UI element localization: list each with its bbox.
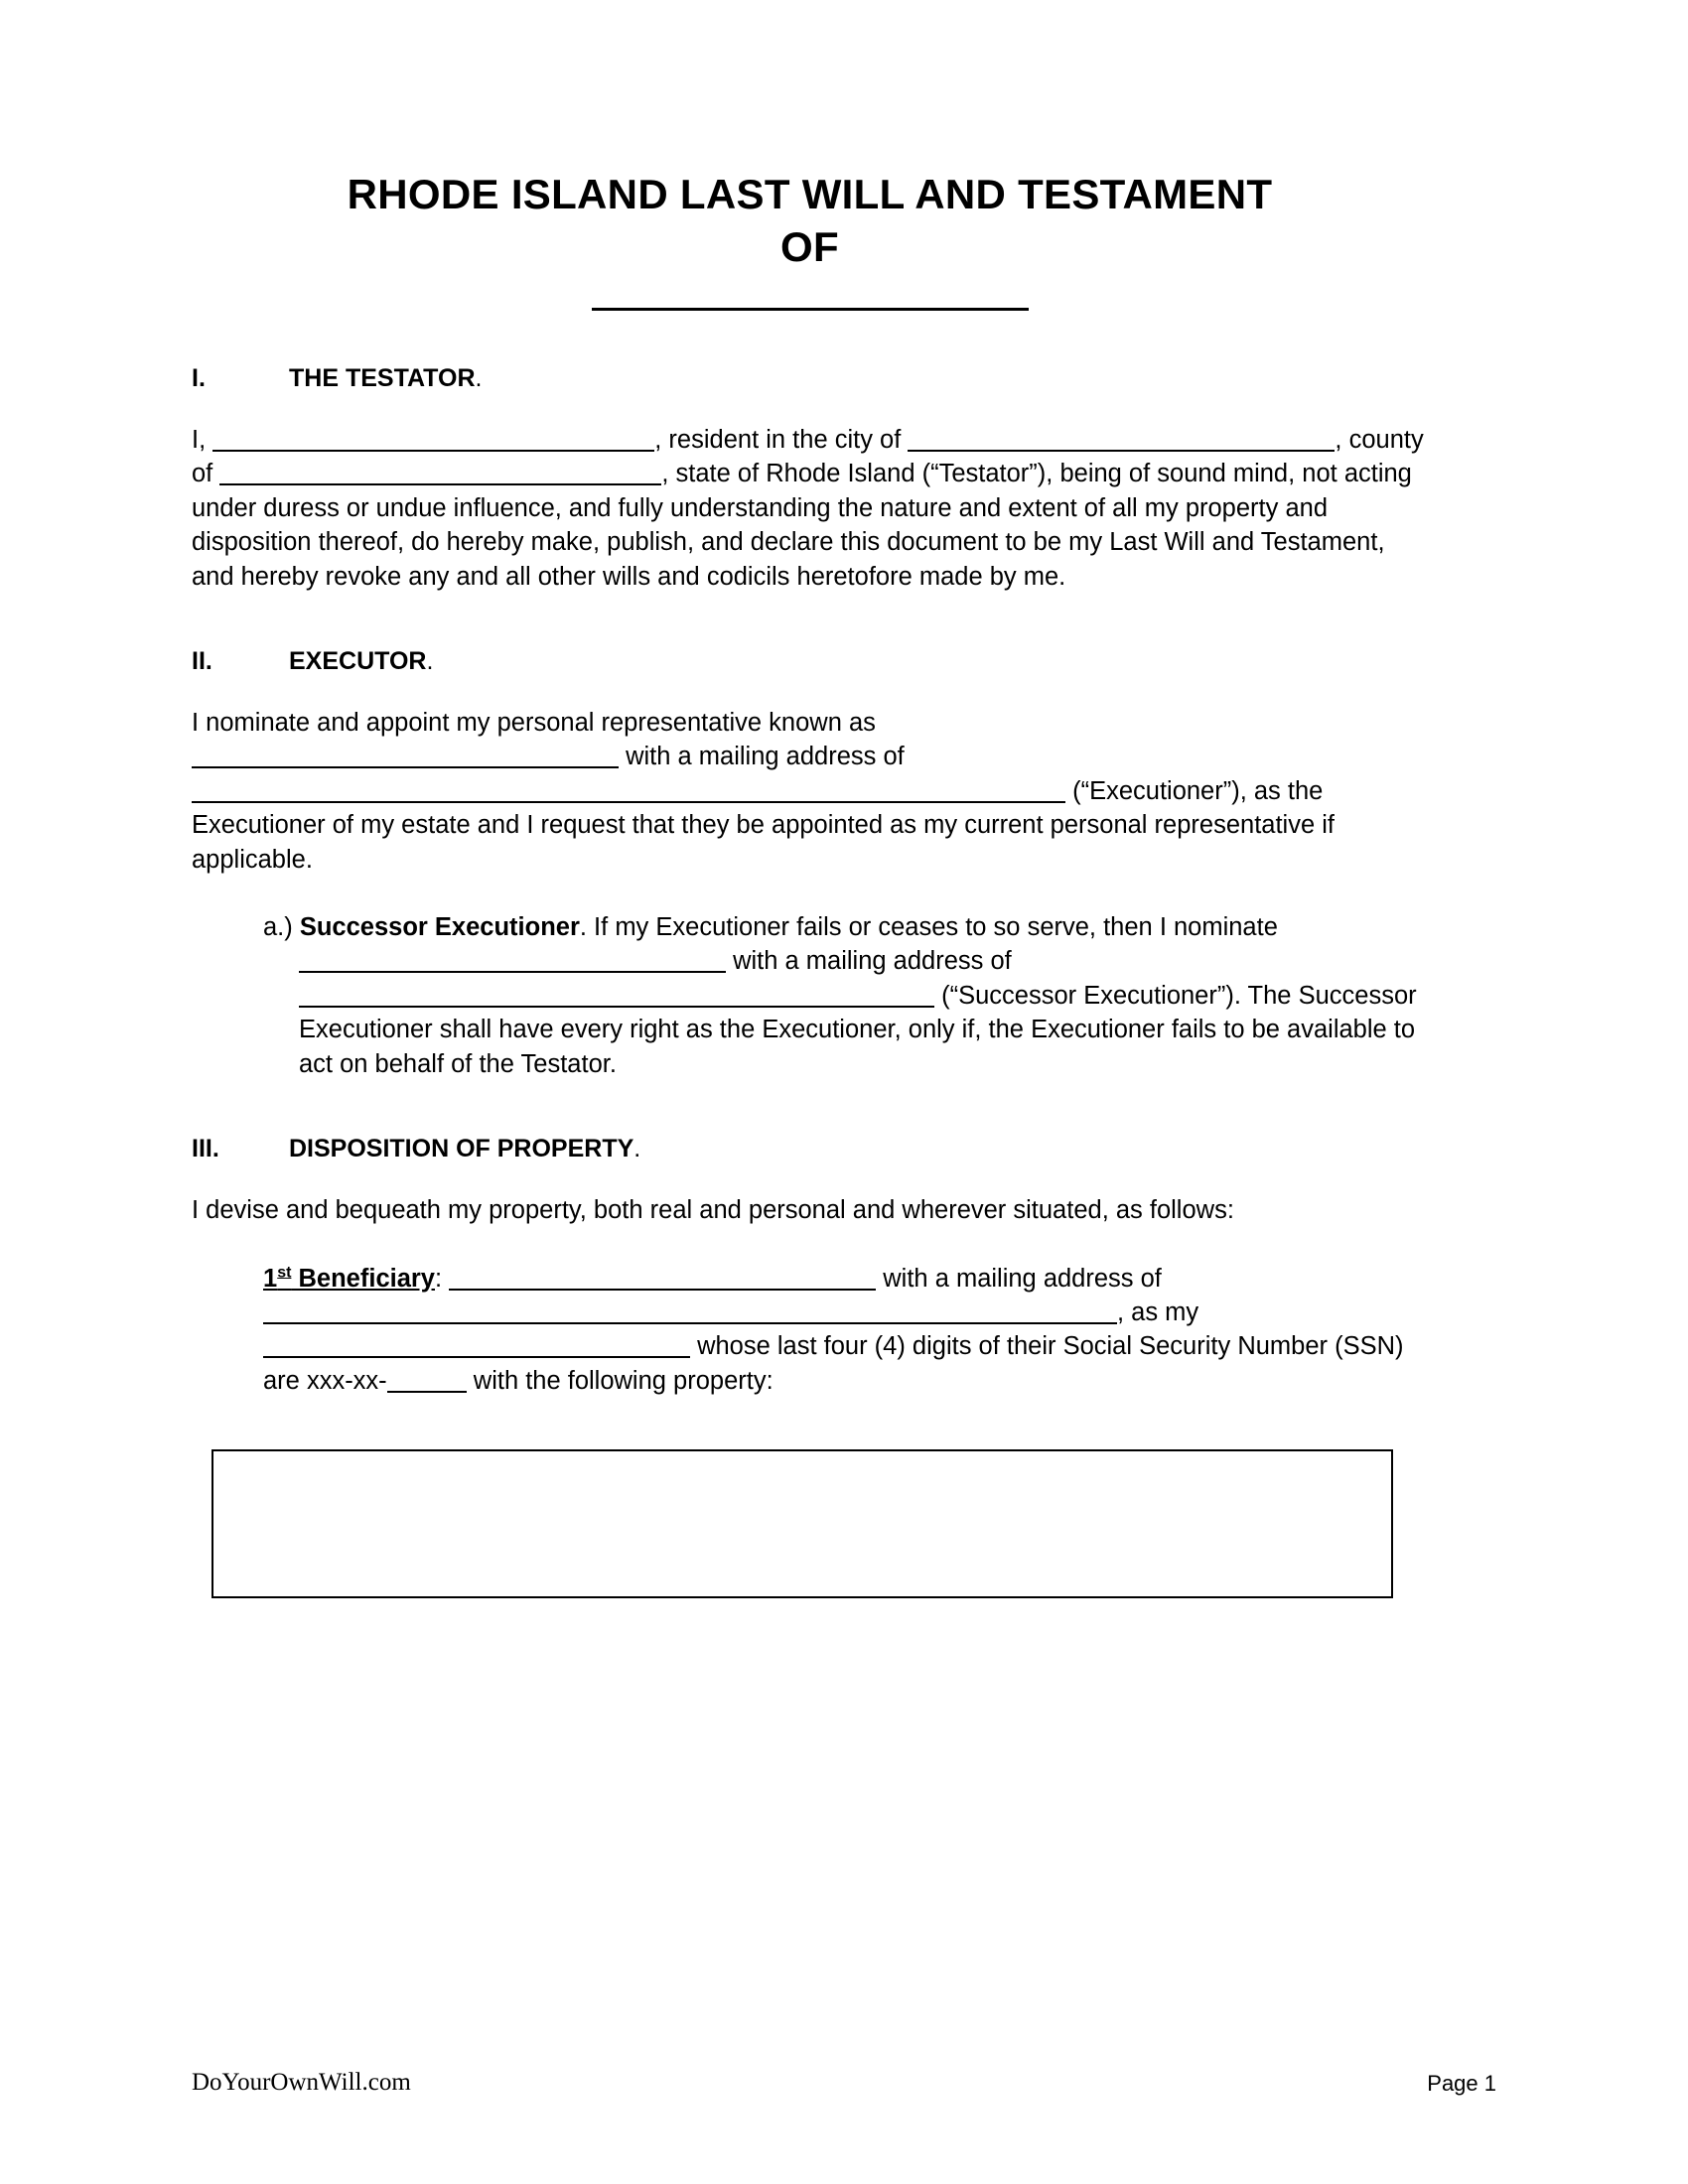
testator-county-field[interactable] xyxy=(219,462,661,485)
beneficiary-address-field[interactable] xyxy=(263,1300,1117,1324)
page-title xyxy=(192,169,1428,274)
section-number-i: I. xyxy=(192,363,206,392)
disposition-paragraph xyxy=(192,1193,1428,1227)
executor-paragraph xyxy=(192,706,1428,877)
title-name-blank-line[interactable] xyxy=(592,308,1029,311)
testator-text-d: county of xyxy=(192,425,1424,488)
section-heading-executor xyxy=(192,647,1428,676)
executor-text-a: I nominate and appoint my personal representative known as xyxy=(192,708,876,737)
successor-executor-name-field[interactable] xyxy=(299,949,726,973)
testator-name-field[interactable] xyxy=(212,428,654,452)
testator-text-a: I, xyxy=(192,425,213,454)
section-number-iii: III. xyxy=(192,1135,219,1163)
beneficiary-property-textbox[interactable] xyxy=(211,1449,1393,1598)
section-dot-i: . xyxy=(475,363,483,392)
executor-name-field[interactable] xyxy=(192,745,619,768)
beneficiary-label-rest: Beneficiary xyxy=(291,1264,435,1293)
beneficiary-text-4: with the following property: xyxy=(466,1366,774,1395)
beneficiary-text-2: , as my xyxy=(1117,1297,1199,1326)
successor-executor-label: Successor Executioner xyxy=(299,913,580,942)
beneficiary-colon: : xyxy=(435,1264,450,1293)
footer-brand: DoYourOwnWill.com xyxy=(192,2069,411,2096)
testator-paragraph xyxy=(192,423,1428,594)
beneficiary-ssn-field[interactable] xyxy=(387,1369,467,1393)
executor-text-c: (“Executioner”), as the Executioner of my estate and I request that they be appointed as my current personal representative if applicable. xyxy=(192,776,1335,874)
document-content xyxy=(192,169,1428,1598)
successor-text-1: . If my Executioner fails or ceases to so serve, then I nominate xyxy=(579,913,1278,942)
successor-marker: a.) xyxy=(263,913,300,942)
first-beneficiary-block xyxy=(263,1262,1428,1399)
section-dot-iii: . xyxy=(633,1135,641,1163)
disposition-text: I devise and bequeath my property, both real and personal and wherever situated, as follows: xyxy=(192,1196,1234,1225)
successor-text-3: (“Successor Executioner”). The Successor Executioner shall have every right as the Executioner, only if, the Executioner fails to be available to act on behalf of the Testator. xyxy=(299,981,1417,1078)
footer-page-number: Page 1 xyxy=(1427,2071,1496,2096)
executor-text-b: with a mailing address of xyxy=(619,743,905,771)
testator-text-e: , state of Rhode Island (“Testator”), being of sound mind, not acting under duress or undue influence, and fully understanding the nature and extent of all my property and disposition thereof, do hereby make, publish, and declare this document to be my Last Will and Testament, and hereby revoke any and all other wills and codicils heretofore made by me. xyxy=(192,460,1412,591)
section-heading-testator xyxy=(192,364,1428,393)
beneficiary-relationship-field[interactable] xyxy=(263,1334,690,1358)
section-title-testator: THE TESTATOR xyxy=(289,363,476,392)
section-title-executor: EXECUTOR xyxy=(289,646,427,675)
successor-text-2: with a mailing address of xyxy=(726,947,1012,976)
successor-executor-block xyxy=(263,910,1428,1081)
testator-text-c: , xyxy=(1335,425,1342,454)
executor-address-field[interactable] xyxy=(192,779,1065,803)
beneficiary-ordinal-suffix: st xyxy=(277,1264,292,1282)
testator-text-b: , resident in the city of xyxy=(654,425,909,454)
first-beneficiary-label xyxy=(263,1265,435,1293)
beneficiary-text-1: with a mailing address of xyxy=(876,1264,1162,1293)
beneficiary-text-3: whose last four (4) digits of their Social Security Number (SSN) are xxx-xx- xyxy=(263,1332,1404,1395)
document-title-line-2: OF xyxy=(780,222,839,270)
section-heading-disposition xyxy=(192,1135,1428,1163)
beneficiary-ordinal: 1 xyxy=(263,1264,278,1293)
section-dot-ii: . xyxy=(426,646,434,675)
section-title-disposition: DISPOSITION OF PROPERTY xyxy=(289,1135,634,1163)
document-title-line-1: RHODE ISLAND LAST WILL AND TESTAMENT xyxy=(347,171,1273,217)
page-footer xyxy=(192,2069,1496,2097)
successor-executor-address-field[interactable] xyxy=(299,984,934,1008)
beneficiary-name-field[interactable] xyxy=(449,1267,876,1291)
section-number-ii: II. xyxy=(192,646,212,675)
testator-city-field[interactable] xyxy=(908,428,1335,452)
